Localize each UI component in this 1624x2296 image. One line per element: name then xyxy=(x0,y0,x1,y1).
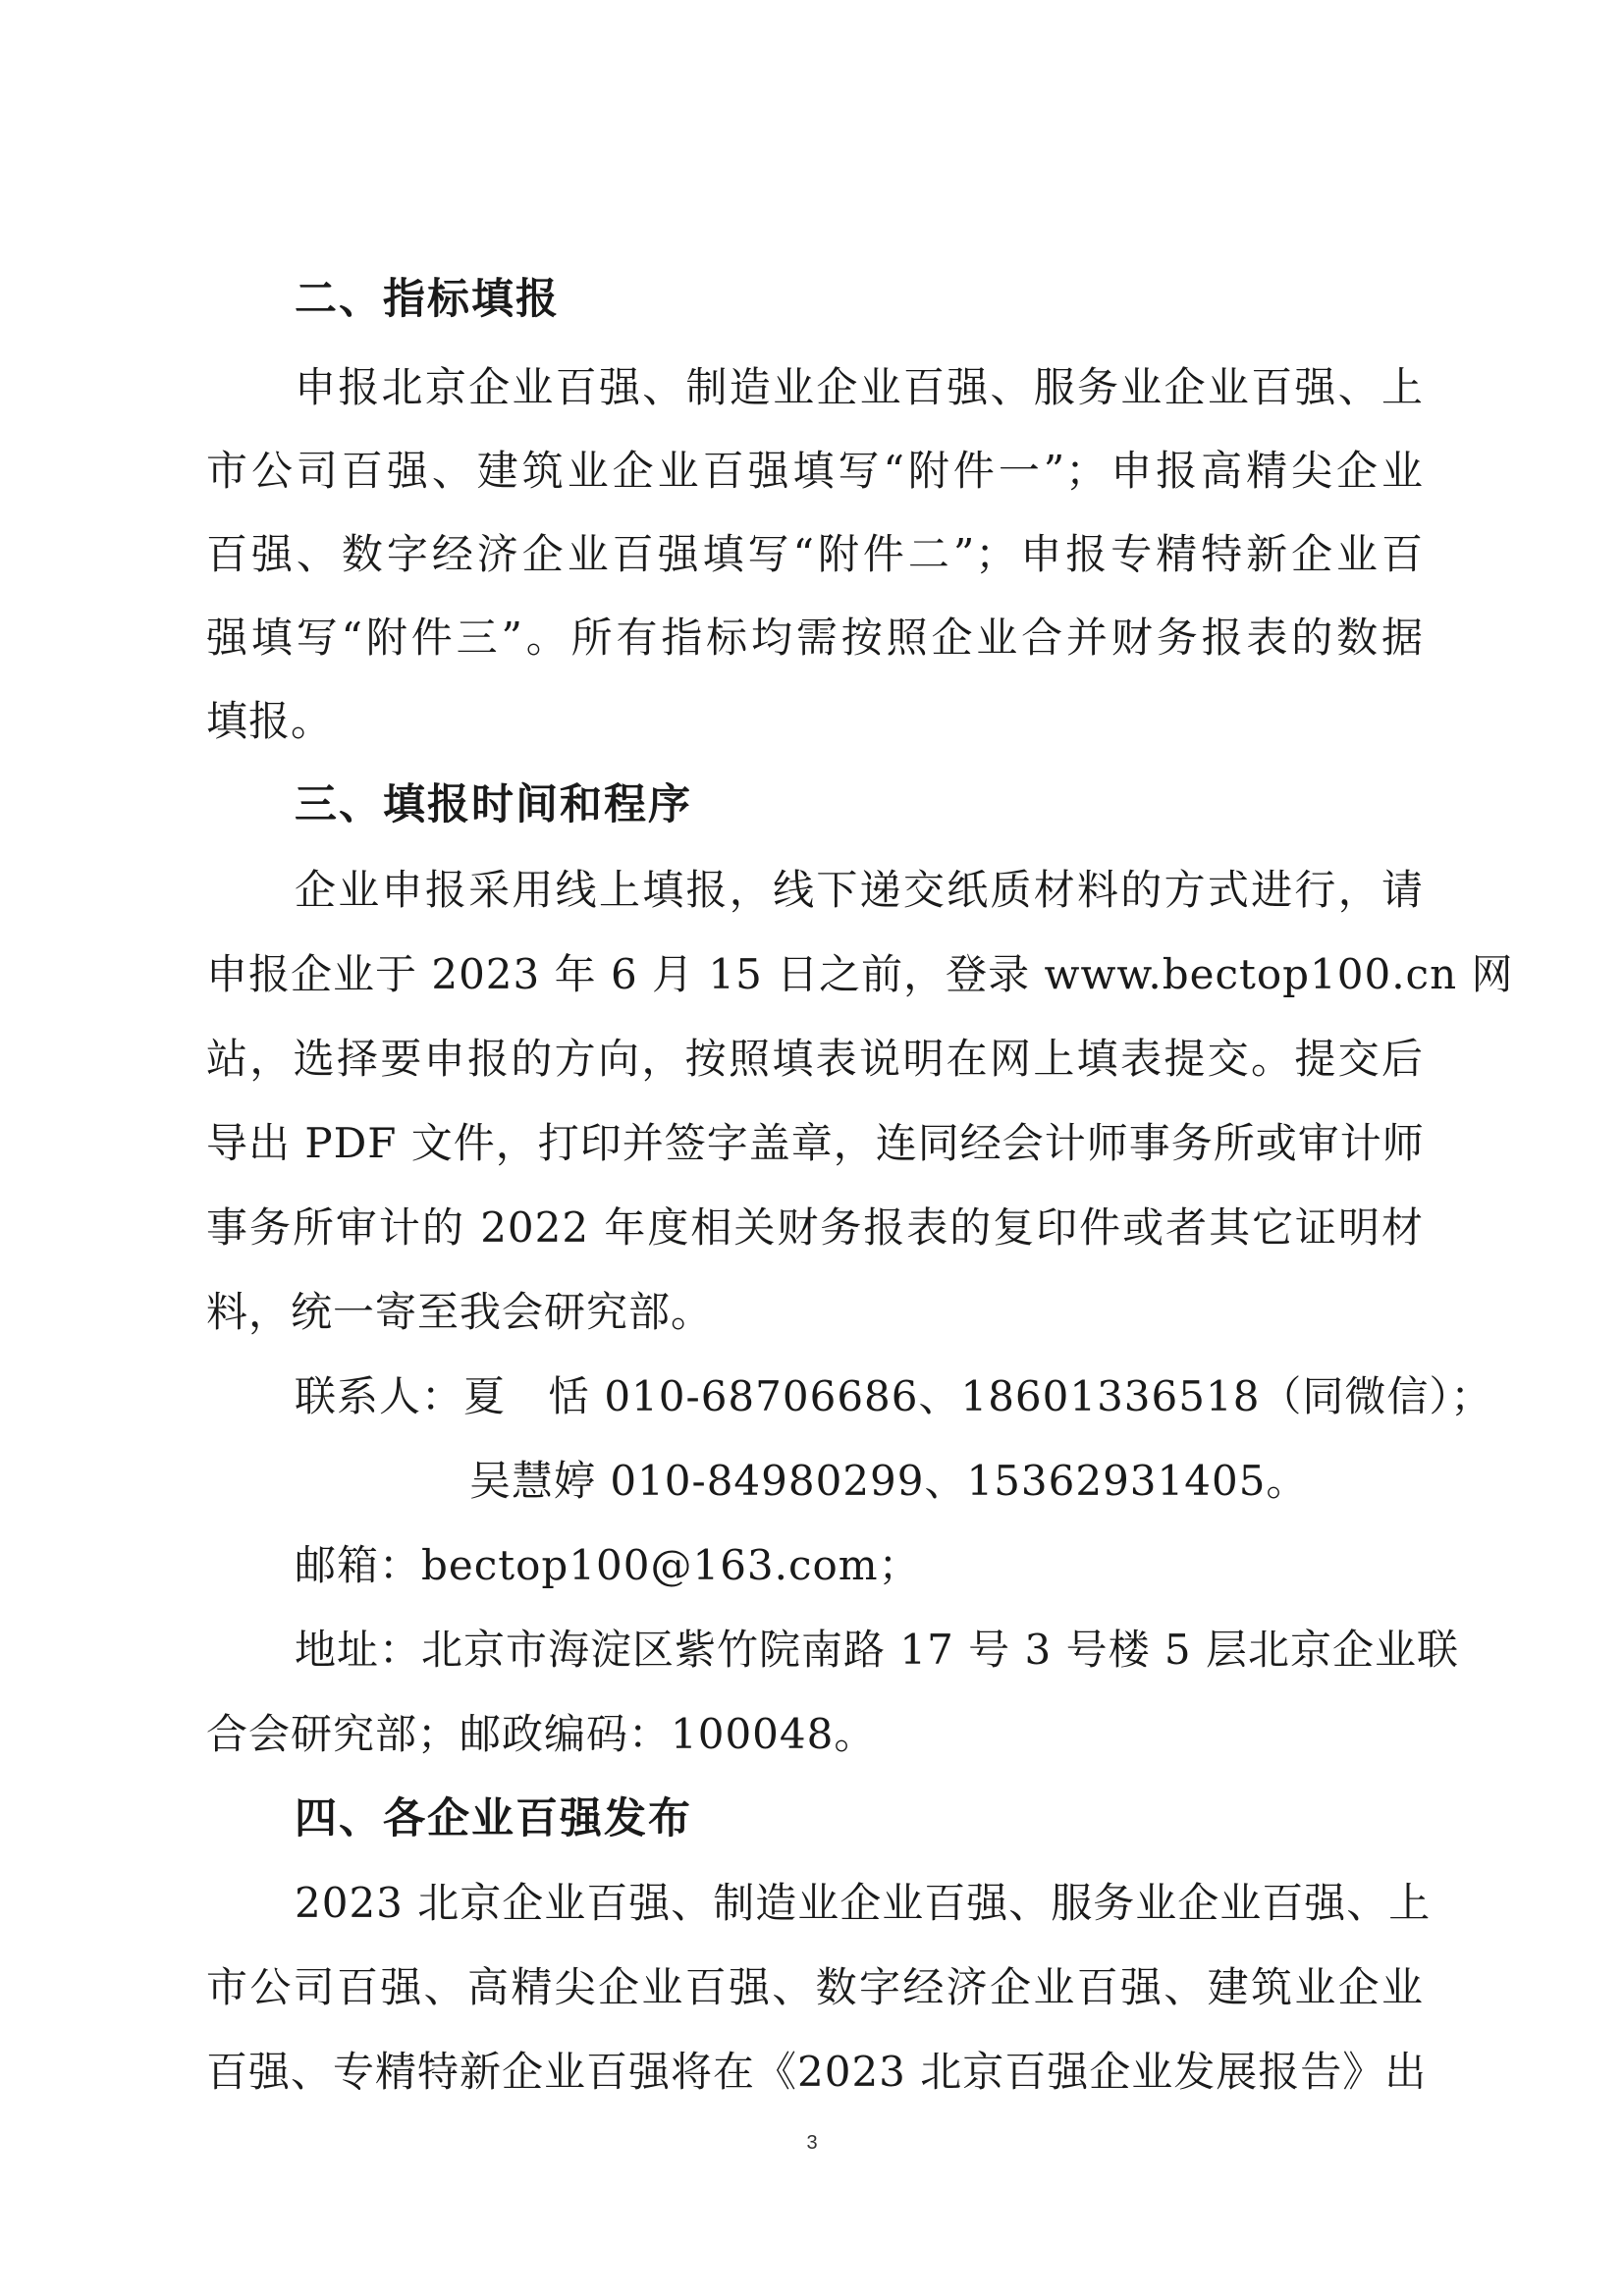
paragraph-line: 填报。 xyxy=(206,697,334,745)
paragraph-line: 料，统一寄至我会研究部。 xyxy=(206,1288,714,1336)
paragraph-line: 强填写“附件三”。所有指标均需按照企业合并财务报表的数据 xyxy=(206,614,1424,662)
paragraph-line: 申报北京企业百强、制造业企业百强、服务业企业百强、上 xyxy=(295,363,1424,411)
paragraph-line: 百强、数字经济企业百强填写“附件二”；申报专精特新企业百 xyxy=(206,530,1424,578)
email-line: 邮箱：bectop100@163.com； xyxy=(295,1541,921,1589)
paragraph-line: 市公司百强、建筑业企业百强填写“附件一”；申报高精尖企业 xyxy=(206,447,1424,495)
paragraph-line: 市公司百强、高精尖企业百强、数字经济企业百强、建筑业企业 xyxy=(206,1963,1424,2011)
address-line: 合会研究部；邮政编码：100048。 xyxy=(206,1710,877,1758)
section-2-heading: 二、指标填报 xyxy=(295,275,560,324)
section-4-heading: 四、各企业百强发布 xyxy=(295,1794,692,1843)
paragraph-line: 2023 北京企业百强、制造业企业百强、服务业企业百强、上 xyxy=(295,1879,1432,1927)
page-number: 3 xyxy=(806,2132,818,2154)
paragraph-line: 申报企业于 2023 年 6 月 15 日之前，登录 www.bectop100.cn 网 xyxy=(206,950,1514,998)
paragraph-line: 百强、专精特新企业百强将在《2023 北京百强企业发展报告》出 xyxy=(206,2048,1428,2096)
paragraph-line: 导出 PDF 文件，打印并签字盖章，连同经会计师事务所或审计师 xyxy=(206,1119,1425,1167)
paragraph-line: 事务所审计的 2022 年度相关财务报表的复印件或者其它证明材 xyxy=(206,1203,1424,1252)
paragraph-line: 站，选择要申报的方向，按照填表说明在网上填表提交。提交后 xyxy=(206,1035,1424,1083)
section-3-heading: 三、填报时间和程序 xyxy=(295,780,692,829)
contact-line-1: 联系人：夏 恬 010-68706686、18601336518（同微信）； xyxy=(295,1372,1493,1420)
paragraph-line: 企业申报采用线上填报，线下递交纸质材料的方式进行，请 xyxy=(295,866,1424,914)
contact-line-2: 吴慧婷 010-84980299、15362931405。 xyxy=(469,1457,1309,1505)
address-line: 地址：北京市海淀区紫竹院南路 17 号 3 号楼 5 层北京企业联 xyxy=(295,1626,1459,1674)
